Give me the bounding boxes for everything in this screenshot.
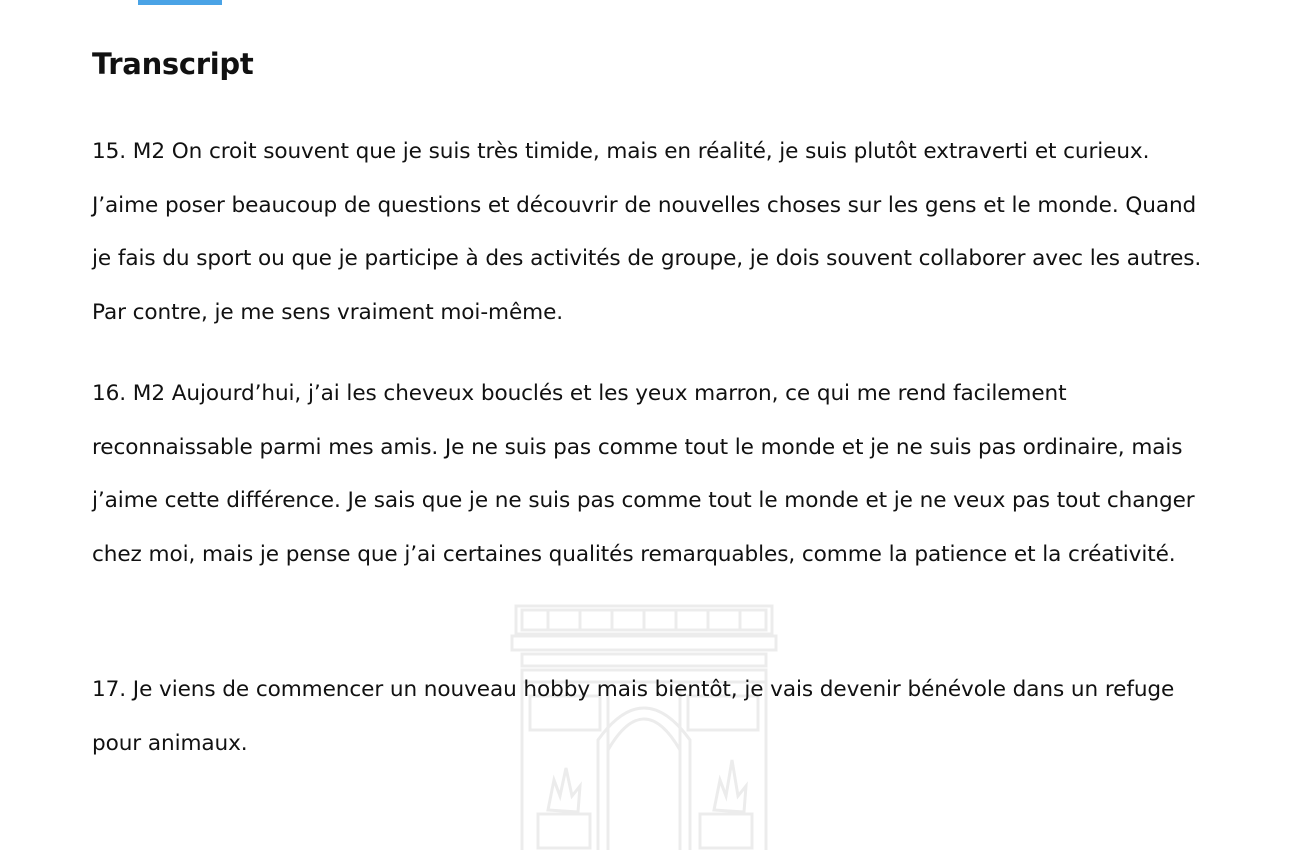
transcript-heading: Transcript: [92, 47, 254, 81]
transcript-section: [92, 40, 1212, 756]
transcript-paragraph-16: 16. M2 Aujourd’hui, j’ai les cheveux bouclés et les yeux marron, ce qui me rend facilement reconnaissable parmi mes amis. Je ne suis pas comme tout le monde et je ne suis pas ordinaire, mais j’aime cette différence. Je sais que je ne suis pas comme tout le monde et je ne veux pas tout changer chez moi, mais je pense que j’ai certaines qualités remarquables, comme la patience et la créativité.: [92, 381, 1195, 567]
transcript-paragraph-17: 17. Je viens de commencer un nouveau hobby mais bientôt, je vais devenir bénévole dans un refuge pour animaux.: [92, 677, 1175, 756]
active-tab-indicator: [138, 0, 222, 5]
transcript-paragraph-15: 15. M2 On croit souvent que je suis très timide, mais en réalité, je suis plutôt extraverti et curieux. J’aime poser beaucoup de questions et découvrir de nouvelles choses sur les gens et le monde. Quand je fais du sport ou que je participe à des activités de groupe, je dois souvent collaborer avec les autres. Par contre, je me sens vraiment moi-même.: [92, 139, 1202, 325]
